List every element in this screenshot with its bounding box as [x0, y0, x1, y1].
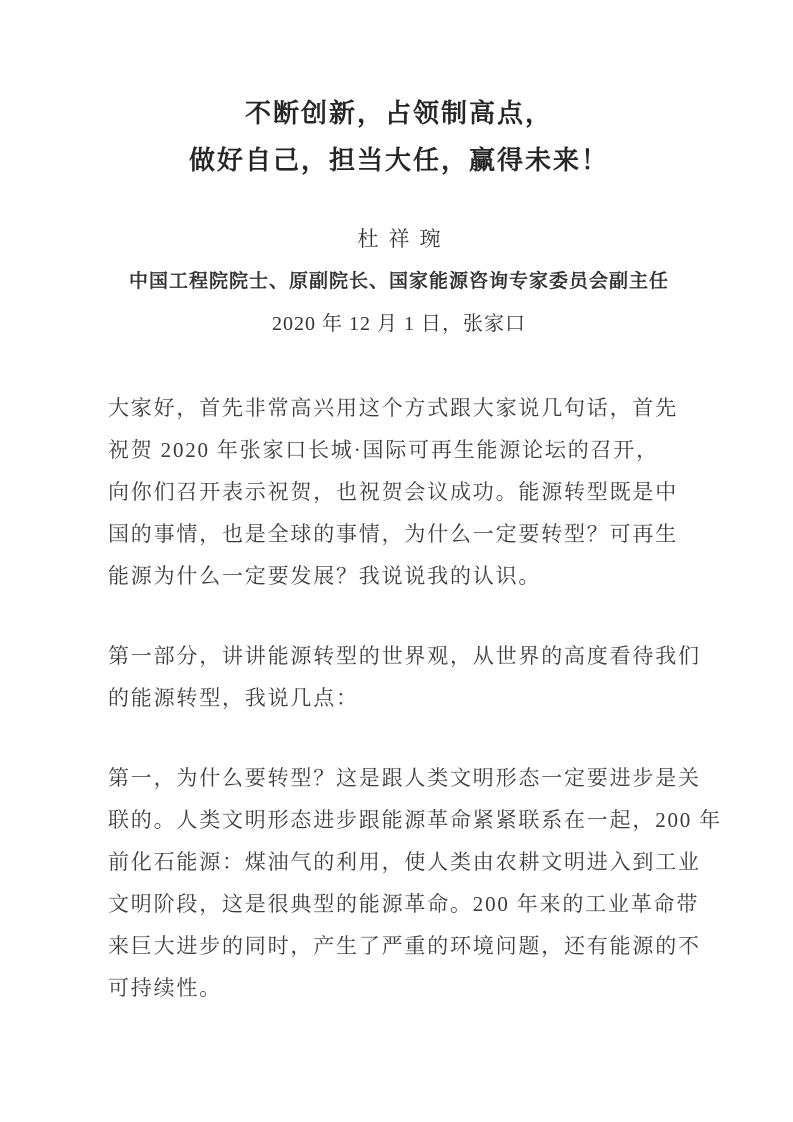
text-line: 向你们召开表示祝贺，也祝贺会议成功。能源转型既是中 — [108, 480, 678, 504]
document-title — [108, 0, 690, 184]
date-location: 2020 年 12 月 1 日，张家口 — [272, 313, 526, 335]
text-line: 联的。人类文明形态进步跟能源革命紧紧联系在一起，200 年 — [108, 808, 722, 832]
text-line: 文明阶段，这是很典型的能源革命。200 年来的工业革命带 — [108, 892, 700, 916]
title-line-2: 做好自己，担当大任，赢得未来！ — [188, 146, 609, 175]
paragraph — [108, 635, 701, 719]
document-body — [108, 387, 722, 1009]
text-line: 第一，为什么要转型？这是跟人类文明形态一定要进步是关 — [108, 766, 701, 790]
text-line: 前化石能源：煤油气的利用，使人类由农耕文明进入到工业 — [108, 850, 701, 874]
author-name: 杜祥琬 — [357, 227, 451, 251]
paragraph — [108, 387, 690, 597]
title-line-1: 不断创新，占领制高点， — [244, 99, 553, 128]
text-line: 来巨大进步的同时，产生了严重的环境问题，还有能源的不 — [108, 934, 701, 958]
author-affiliation: 中国工程院院士、原副院长、国家能源咨询专家委员会副主任 — [128, 271, 669, 292]
text-line: 国的事情，也是全球的事情，为什么一定要转型？可再生 — [108, 522, 678, 546]
text-line: 第一部分，讲讲能源转型的世界观，从世界的高度看待我们 — [108, 644, 701, 668]
text-line: 大家好，首先非常高兴用这个方式跟大家说几句话，首先 — [108, 396, 678, 420]
paragraph — [108, 757, 722, 1009]
text-line: 能源为什么一定要发展？我说说我的认识。 — [108, 564, 542, 588]
text-line: 祝贺 2020 年张家口长城·国际可再生能源论坛的召开， — [108, 438, 659, 462]
text-line: 的能源转型，我说几点： — [108, 686, 359, 710]
text-line: 可持续性。 — [108, 976, 222, 1000]
